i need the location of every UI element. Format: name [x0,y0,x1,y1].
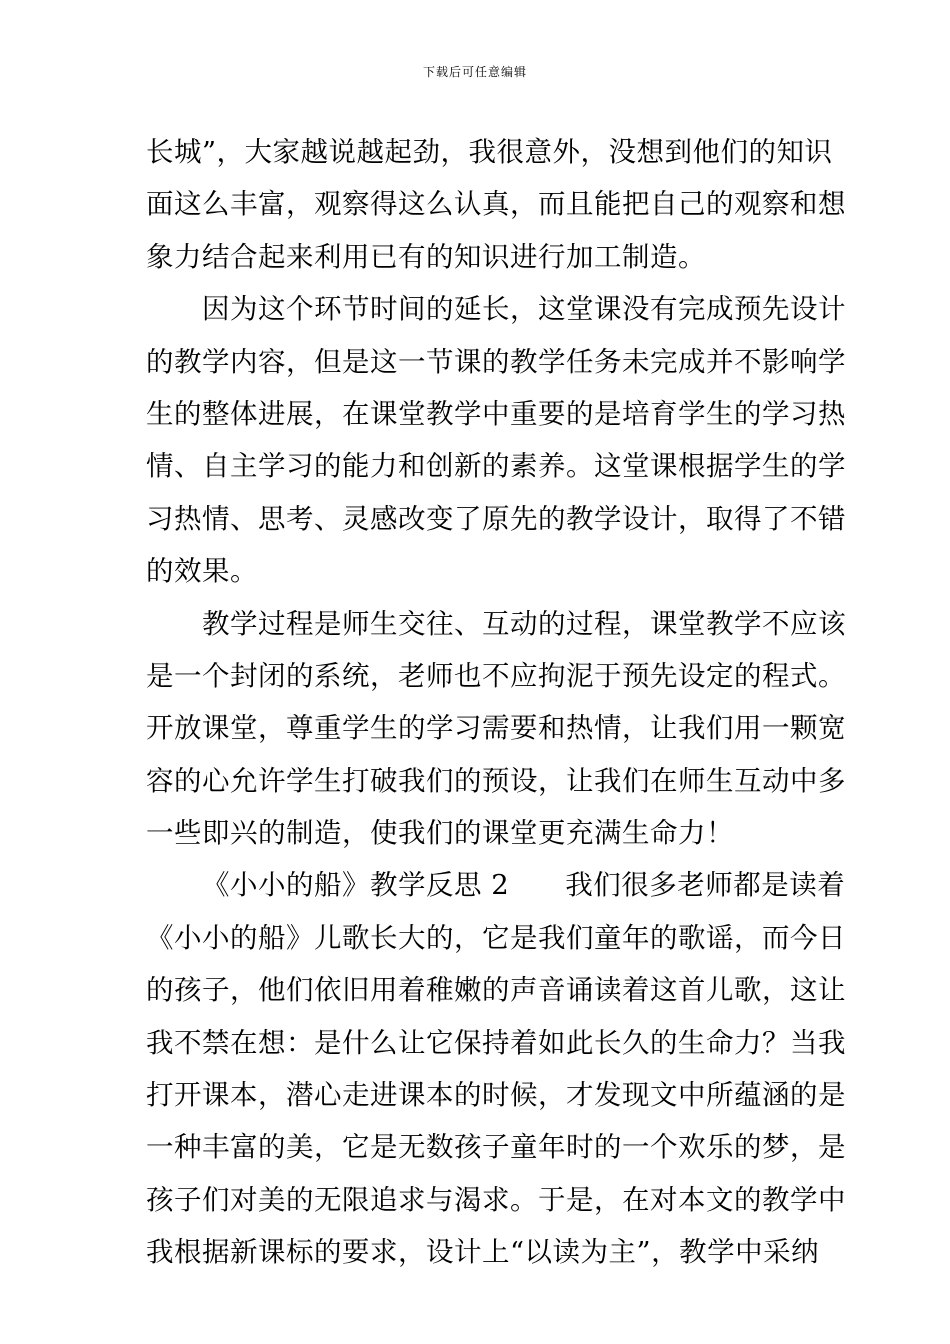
document-body [146,126,846,1279]
text-line: 情、自主学习的能力和创新的素养。这堂课根据学生的学 [146,450,846,483]
page-header: 下载后可任意编辑 [422,65,527,79]
text-line: 象力结合起来利用已有的知识进行加工制造。 [146,240,706,273]
text-line: 的孩子，他们依旧用着稚嫩的声音诵读着这首儿歌，这让 [146,974,846,1007]
text-line [146,859,846,911]
text-line: 开放课堂，尊重学生的学习需要和热情，让我们用一颗宽 [146,712,846,745]
text-line: 面这么丰富，观察得这么认真，而且能把自己的观察和想 [146,188,846,221]
text-line: 教学过程是师生交往、互动的过程，课堂教学不应该 [202,607,846,640]
text-line: 习热情、思考、灵感改变了原先的教学设计，取得了不错 [146,502,846,535]
text-line: 我不禁在想：是什么让它保持着如此长久的生命力？当我 [146,1026,846,1059]
text-line: 生的整体进展，在课堂教学中重要的是培育学生的学习热 [146,397,846,430]
text-line: 一些即兴的制造，使我们的课堂更充满生命力！ [146,817,734,850]
text-line: 的教学内容，但是这一节课的教学任务未完成并不影响学 [146,345,846,378]
section-first-sentence: 我们很多老师都是读着 [565,869,846,902]
text-line: 长城”，大家越说越起劲，我很意外，没想到他们的知识 [146,136,833,168]
section-title: 《小小的船》教学反思 2 [202,869,510,902]
text-line: 孩子们对美的无限追求与渴求。于是，在对本文的教学中 [146,1183,846,1216]
text-line: 打开课本，潜心走进课本的时候，才发现文中所蕴涵的是 [146,1079,846,1112]
text-line: 容的心允许学生打破我们的预设，让我们在师生互动中多 [146,764,846,797]
text-line: 我根据新课标的要求，设计上“以读为主”，教学中采纳 [146,1236,820,1269]
text-line: 因为这个环节时间的延长，这堂课没有完成预先设计 [202,293,846,326]
text-line: 的效果。 [146,555,258,588]
text-line: 一种丰富的美，它是无数孩子童年时的一个欢乐的梦，是 [146,1131,846,1164]
text-line: 《小小的船》儿歌长大的，它是我们童年的歌谣，而今日 [146,921,846,954]
text-line: 是一个封闭的系统，老师也不应拘泥于预先设定的程式。 [146,659,846,692]
